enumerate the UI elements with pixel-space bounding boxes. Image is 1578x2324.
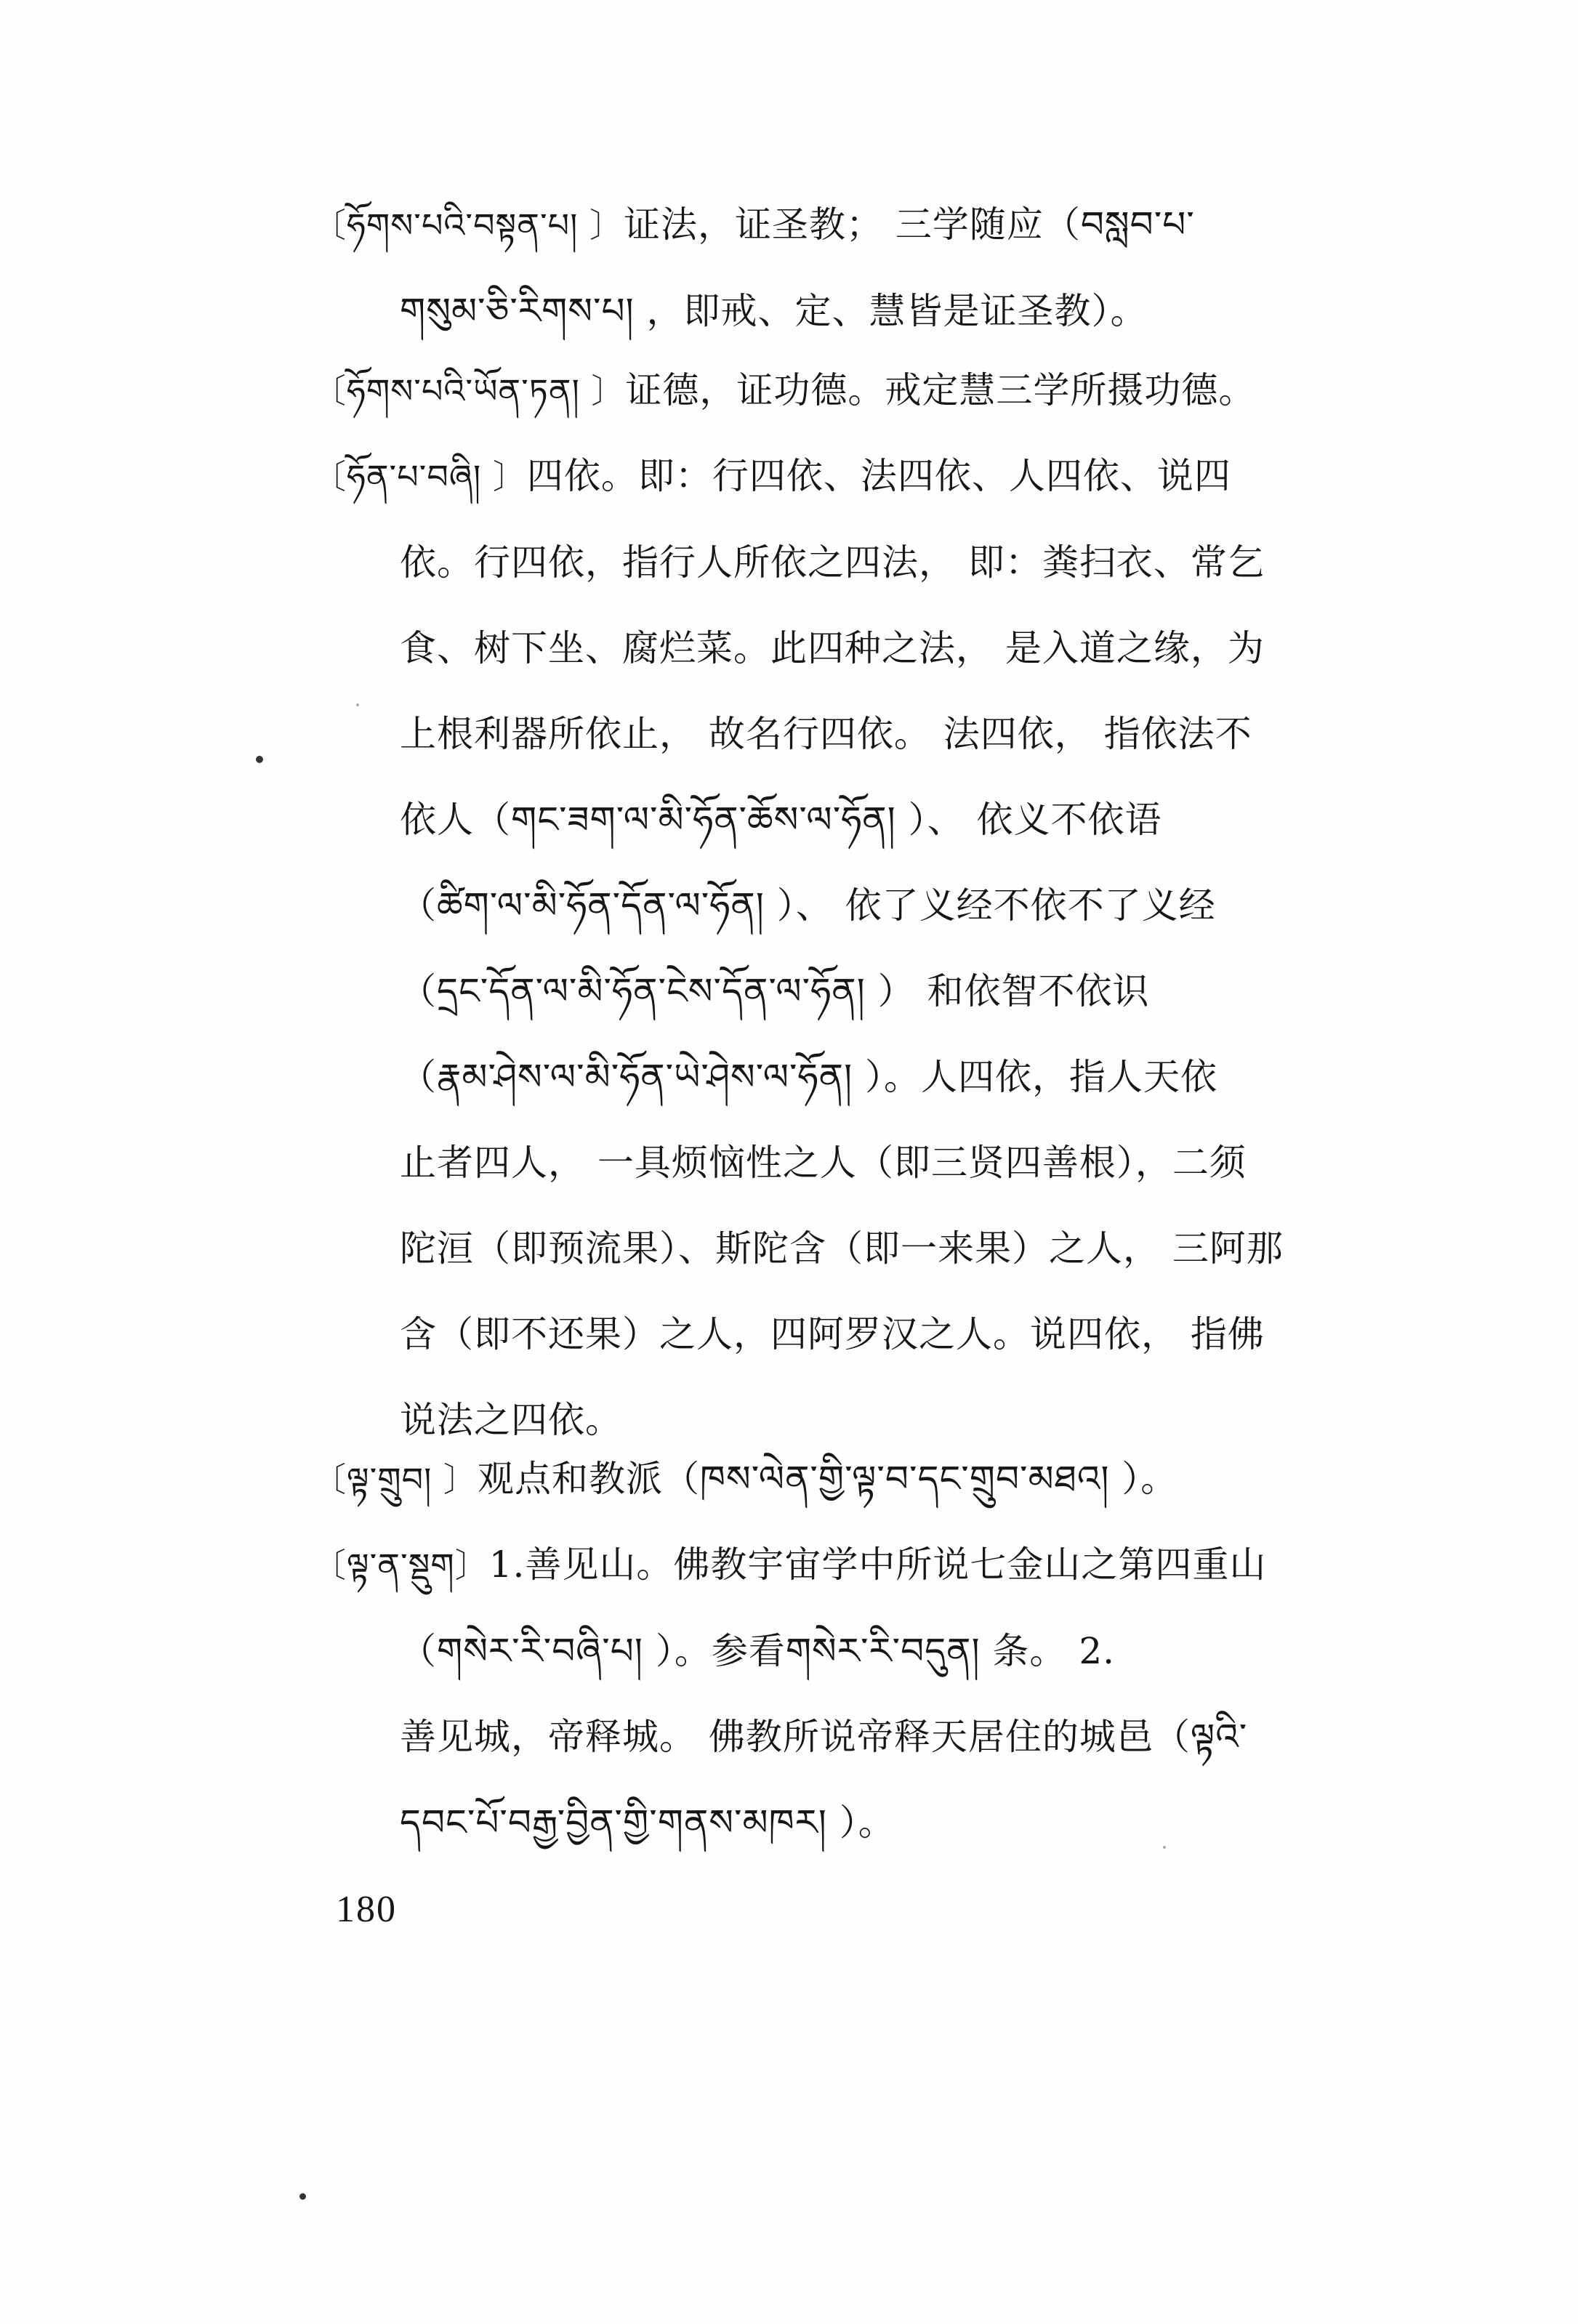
scan-speck — [356, 703, 359, 706]
dictionary-entry-4 — [313, 1436, 1417, 1522]
entry-term: 〔ཧོགས་པའི་བསྟན་པ། 〕 — [313, 206, 624, 245]
entry-text-line: 食、树下坐、腐烂菜。此四种之法， 是入道之缘，为 — [400, 627, 1265, 669]
entry-term: 〔ཧོན་པ་བཞི། 〕 — [313, 457, 527, 496]
entry-term: 〔ལྟ་ན་སྡུག〕 — [313, 1546, 489, 1585]
entry-text-line: （དྲང་དོན་ལ་མི་ཧོན་ངེས་དོན་ལ་ཧོན། ） 和依智不依识 — [400, 970, 1150, 1012]
dictionary-entry-5 — [313, 1522, 1417, 1865]
entry-text-line: 说法之四依。 — [400, 1399, 622, 1441]
entry-text-line: 观点和教派（ཁས་ལེན་གྱི་ལྟ་བ་དང་གྲུབ་མཐའ། ）。 — [478, 1458, 1178, 1500]
dictionary-entry-1 — [313, 182, 1417, 354]
entry-text-line: 依。行四依，指行人所依之四法， 即：粪扫衣、常乞 — [400, 541, 1265, 584]
entry-text-line: དབང་པོ་བརྒྱ་བྱིན་གྱི་གནས་མཁར། ）。 — [400, 1801, 895, 1844]
entry-text-line: གསུམ་ཅི་རིགས་པ། ，即戒、定、慧皆是证圣教）。 — [400, 290, 1148, 332]
entry-term: 〔ལྟ་གྲུབ། 〕 — [313, 1460, 478, 1499]
entry-text-line: 止者四人， 一具烦恼性之人（即三贤四善根），二须 — [400, 1142, 1247, 1184]
scan-speck — [1163, 1846, 1166, 1849]
entry-text-line: 含（即不还果）之人，四阿罗汉之人。说四依， 指佛 — [400, 1313, 1265, 1355]
entry-text-line: 1.善见山。佛教宇宙学中所说七金山之第四重山 — [488, 1544, 1267, 1586]
entry-text-line: 陀洹（即预流果）、斯陀含（即一来果）之人， 三阿那 — [400, 1227, 1284, 1270]
entry-text-line: 四依。即：行四依、法四依、人四依、说四 — [526, 455, 1231, 497]
scan-speck — [256, 756, 263, 763]
scan-speck — [299, 2193, 306, 2200]
entry-text-line: （གསེར་རི་བཞི་པ། ）。参看གསེར་རི་བདུན། 条。 2. — [400, 1630, 1116, 1672]
entry-text-line: （རྣམ་ཤེས་ལ་མི་ཧོན་ཡེ་ཤེས་ལ་ཧོན། ）。人四依，指人天依 — [400, 1056, 1217, 1098]
dictionary-entry-2 — [313, 347, 1417, 434]
entry-text-line: 证法，证圣教； 三学随应（བསླབ་པ་ — [623, 203, 1195, 246]
entry-text-line: 依人（གང་ཟག་ལ་མི་ཧོན་ཆོས་ལ་ཧོན། ）、 依义不依语 — [400, 799, 1162, 841]
entry-text-line: （ཚིག་ལ་མི་ཧོན་དོན་ལ་ཧོན། ）、 依了义经不依不了义经 — [400, 884, 1216, 927]
entry-text-line: 证德，证功德。戒定慧三学所摄功德。 — [625, 369, 1256, 411]
page-number: 180 — [336, 1889, 397, 1930]
entry-text-line: 善见城，帝释城。 佛教所说帝释天居住的城邑（ལྟའི་ — [400, 1716, 1248, 1758]
dictionary-entry-3 — [313, 433, 1417, 1463]
entry-term: 〔ཧོགས་པའི་ཡོན་ཏན། 〕 — [313, 371, 626, 411]
entry-text-line: 上根利器所依止， 故名行四依。 法四依， 指依法不 — [400, 713, 1252, 755]
